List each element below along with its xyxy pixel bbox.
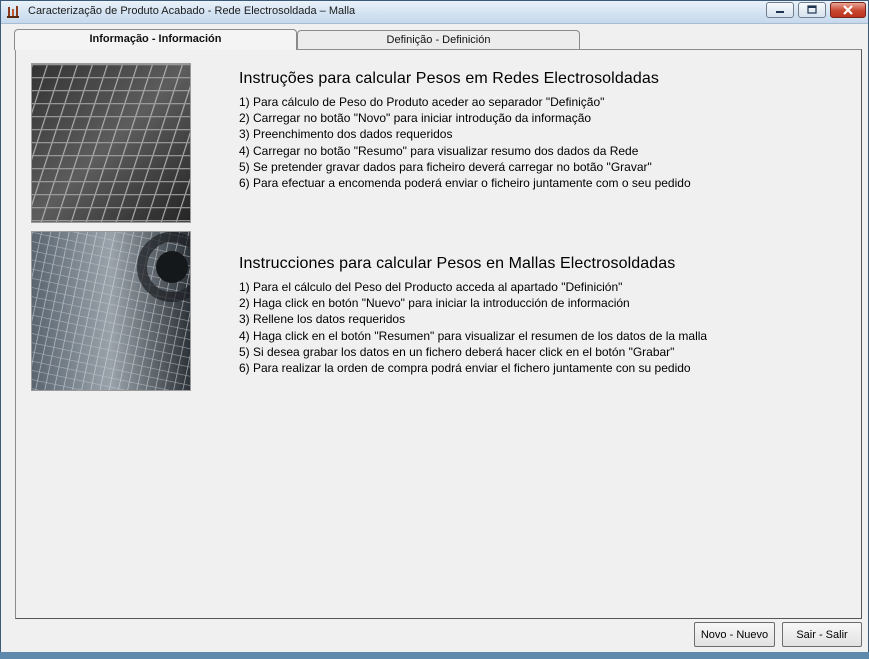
es-heading: Instrucciones para calcular Pesos en Mallas Electrosoldadas [239, 255, 676, 272]
pt-instructions [239, 94, 691, 191]
pt-instruction-line: 2) Carregar no botão "Novo" para iniciar introdução da informação [239, 111, 592, 126]
info-panel [15, 49, 862, 619]
es-instruction-line: 6) Para realizar la orden de compra podrá enviar el fichero juntamente con su pedido [239, 361, 691, 376]
title-bar[interactable] [1, 1, 868, 24]
pt-instruction-line: 1) Para cálculo de Peso do Produto aceder ao separador "Definição" [239, 95, 605, 109]
maximize-button[interactable] [798, 2, 826, 18]
pt-instruction-line: 4) Carregar no botão "Resumo" para visualizar resumo dos dados da Rede [239, 143, 639, 158]
pt-heading: Instruções para calcular Pesos em Redes Electrosoldadas [239, 70, 659, 87]
pt-instruction-line: 5) Se pretender gravar dados para ficheiro deverá carregar no botão "Gravar" [239, 159, 652, 174]
maximize-icon [799, 3, 825, 17]
mesh-photo-rolled [31, 231, 191, 391]
es-instruction-line: 4) Haga click en el botón "Resumen" para visualizar el resumen de los datos de la malla [239, 328, 708, 343]
new-button[interactable]: Novo - Nuevo [694, 622, 775, 647]
es-instruction-line: 3) Rellene los datos requeridos [239, 312, 406, 327]
exit-button[interactable]: Sair - Salir [782, 622, 862, 647]
mesh-photo-flat [31, 63, 191, 223]
es-instruction-line: 2) Haga click en botón "Nuevo" para iniciar la introducción de información [239, 296, 630, 311]
close-icon [831, 3, 865, 17]
minimize-icon [767, 3, 793, 17]
es-instructions [239, 279, 707, 376]
pt-instruction-line: 6) Para efectuar a encomenda poderá enviar o ficheiro juntamente com o seu pedido [239, 176, 691, 191]
pt-instruction-line: 3) Preenchimento dos dados requeridos [239, 127, 453, 142]
window-title: Caracterização de Produto Acabado - Rede Electrosoldada – Malla [28, 5, 356, 17]
close-button[interactable] [830, 2, 866, 18]
tab-informacao[interactable]: Informação - Información [14, 29, 297, 50]
minimize-button[interactable] [766, 2, 794, 18]
es-instruction-line: 5) Si desea grabar los datos en un fichero deberá hacer click en el botón "Grabar" [239, 344, 675, 359]
tab-definicao[interactable]: Definição - Definición [297, 30, 580, 49]
desktop-edge [0, 652, 869, 659]
app-icon [7, 5, 19, 18]
es-instruction-line: 1) Para el cálculo del Peso del Producto acceda al apartado "Definición" [239, 280, 623, 294]
